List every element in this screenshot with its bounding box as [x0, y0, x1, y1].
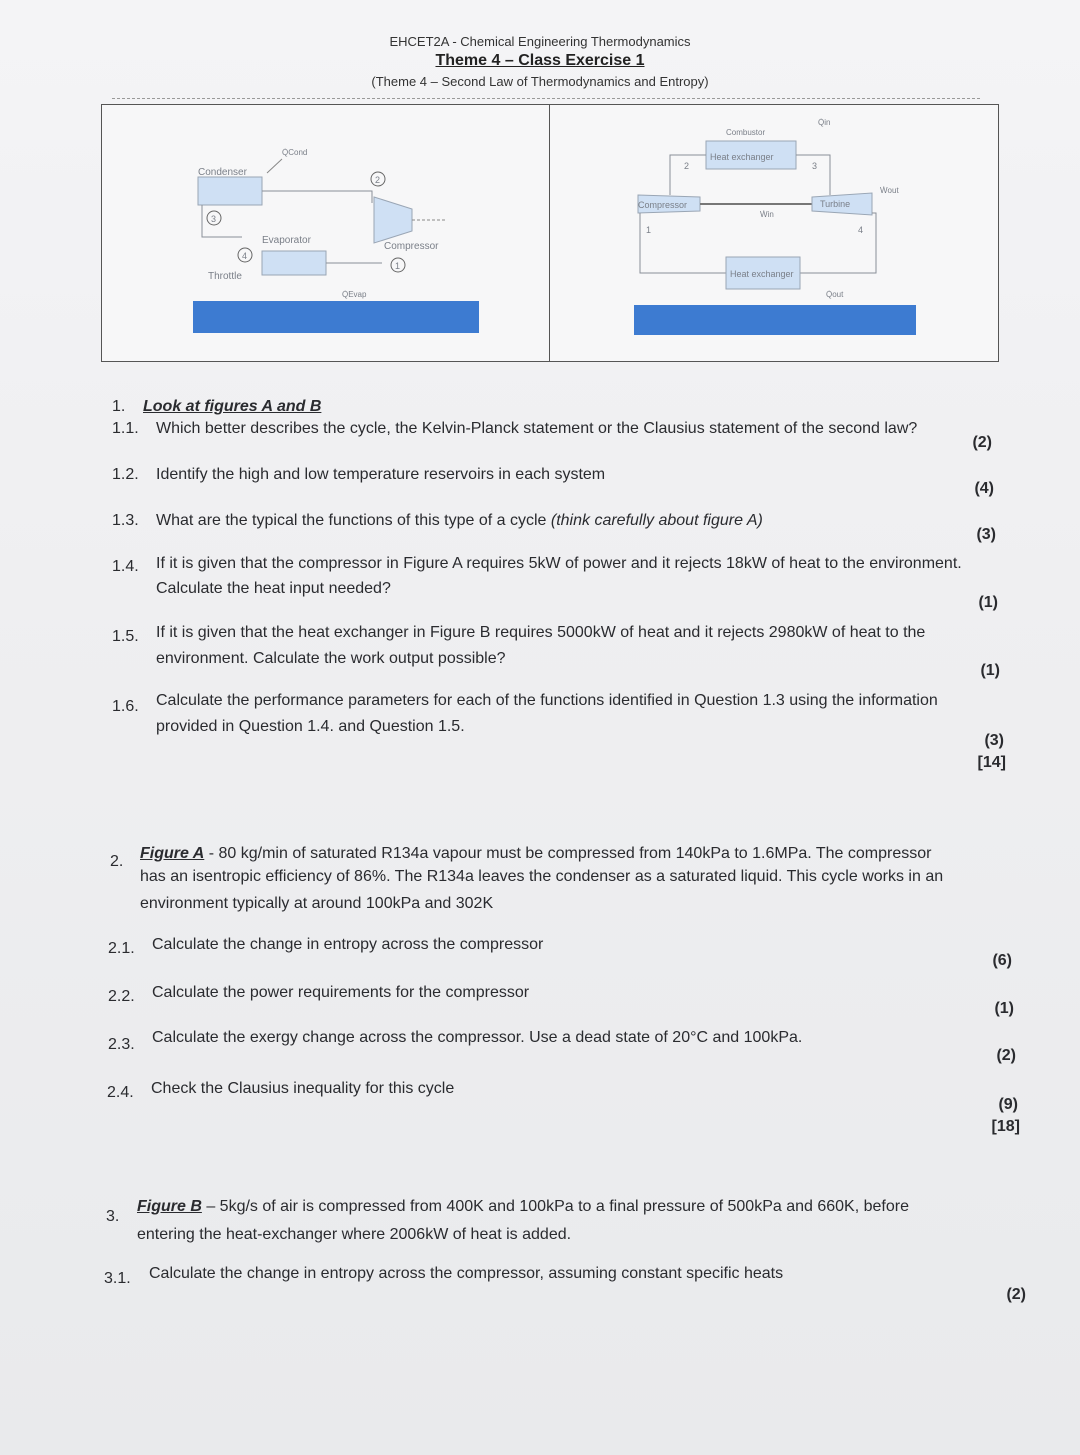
q3-1-number: 3.1.: [104, 1270, 131, 1287]
q2-4-marks: (9): [998, 1096, 1018, 1113]
q2-1-number: 2.1.: [108, 940, 135, 957]
q3-text-line1: – 5kg/s of air is compressed from 400K and 100kPa to a final pressure of 500kPa and 660K, before: [201, 1198, 909, 1215]
q1-6-text2: provided in Question 1.4. and Question 1.5.: [156, 718, 465, 735]
state-4-label: 4: [242, 251, 248, 261]
q1-4-marks: (1): [978, 594, 998, 611]
q1-5-marks: (1): [980, 662, 1000, 679]
w-in-label-b: Ẇin: [760, 210, 774, 219]
line-hx-to-compressor: [640, 213, 726, 273]
q1-3-marks: (3): [976, 526, 996, 543]
q1-1-text: Which better describes the cycle, the Kelvin-Planck statement or the Clausius statement of the second law?: [156, 420, 918, 437]
state-2-label: 2: [375, 175, 381, 185]
q1-4-number: 1.4.: [112, 558, 139, 575]
q1-4-text2: Calculate the heat input needed?: [156, 580, 391, 597]
q-cond-label: Q̇Cond: [282, 148, 308, 157]
state-1-label: 1: [395, 261, 401, 271]
q2-2-number: 2.2.: [108, 988, 135, 1005]
q3-text-line2: entering the heat-exchanger where 2006kW of heat is added.: [137, 1226, 572, 1243]
q1-1-number: 1.1.: [112, 420, 139, 437]
q2-1-text: Calculate the change in entropy across the compressor: [152, 936, 544, 953]
q2-text-line3: environment typically at around 100kPa and 302K: [140, 895, 494, 912]
turbine-label: Turbine: [820, 199, 851, 209]
q2-4-number: 2.4.: [107, 1084, 134, 1101]
q3-1-marks: (2): [1006, 1286, 1026, 1303]
q2-3-number: 2.3.: [108, 1036, 135, 1053]
q2-figure-ref: Figure A: [140, 845, 205, 862]
q1-5-text2: environment. Calculate the work output possible?: [156, 650, 506, 667]
q1-6-marks: (3): [984, 732, 1004, 749]
condenser-box: [198, 177, 262, 205]
q-out-label: Q̇out: [826, 290, 844, 299]
q2-number: 2.: [110, 853, 124, 870]
heat-exchanger-bottom-label: Heat exchanger: [730, 269, 794, 279]
q1-4-text: If it is given that the compressor in Figure A requires 5kW of power and it rejects 18kW of heat to the environment.: [156, 555, 962, 572]
q1-heading: Look at figures A and B: [143, 398, 322, 415]
combustor-label: Combustor: [726, 128, 766, 137]
q1-2-marks: (4): [974, 480, 994, 497]
q2-3-text: Calculate the exergy change across the compressor. Use a dead state of 20°C and 100kPa.: [152, 1029, 803, 1046]
q3-1-text: Calculate the change in entropy across the compressor, assuming constant specific heats: [149, 1265, 784, 1282]
q-evap-label: Q̇Evap: [342, 290, 367, 299]
w-out-label: Ẇout: [880, 186, 899, 195]
compressor-shape: [374, 197, 412, 243]
exercise-title: Theme 4 – Class Exercise 1: [435, 52, 645, 69]
q1-3-hint: (think carefully about figure A): [550, 512, 763, 529]
header-divider: [112, 98, 980, 99]
q3-figure-ref: Figure B: [137, 1198, 202, 1215]
evaporator-box: [262, 251, 326, 275]
q2-2-text: Calculate the power requirements for the compressor: [152, 984, 530, 1001]
compressor-label-b: Compressor: [638, 200, 688, 210]
q2-text-line1: - 80 kg/min of saturated R134a vapour must be compressed from 140kPa to 1.6MPa. The compressor: [204, 845, 932, 862]
q-cond-arrow: [267, 159, 282, 173]
figure-b-banner: [634, 305, 916, 335]
state-4-label-b: 4: [858, 225, 864, 235]
q2-4-text: Check the Clausius inequality for this cycle: [151, 1080, 455, 1097]
figure-a-banner: [193, 301, 479, 333]
state-3-label: 3: [211, 214, 217, 224]
q1-5-number: 1.5.: [112, 628, 139, 645]
q2-2-marks: (1): [994, 1000, 1014, 1017]
q1-2-text: Identify the high and low temperature reservoirs in each system: [156, 466, 606, 483]
q2-1-marks: (6): [992, 952, 1012, 969]
q2-text-line2: has an isentropic efficiency of 86%. The R134a leaves the condenser as a saturated liquid. This cycle works in an: [140, 868, 944, 885]
q1-2-number: 1.2.: [112, 466, 139, 483]
state-3-label-b: 3: [812, 161, 818, 171]
figure-a-refrigeration-cycle: [101, 104, 551, 362]
q2-text: [140, 843, 931, 865]
line-turbine-to-hx: [800, 213, 876, 273]
q3-text: [137, 1196, 909, 1218]
q1-3-main: What are the typical the functions of this type of a cycle: [156, 512, 547, 529]
throttle-label: Throttle: [208, 271, 242, 282]
state-1-label-b: 1: [646, 225, 652, 235]
q-in-label: Q̇in: [818, 118, 831, 127]
line-2-to-condenser: [262, 191, 372, 203]
figure-b-gas-turbine-cycle: [549, 104, 999, 362]
state-2-label-b: 2: [684, 161, 690, 171]
compressor-label: Compressor: [384, 241, 439, 252]
q1-3-number: 1.3.: [112, 512, 139, 529]
q1-3-text: [156, 510, 763, 532]
q3-number: 3.: [106, 1208, 120, 1225]
q2-3-marks: (2): [996, 1047, 1016, 1064]
q1-total: [14]: [977, 754, 1006, 771]
q1-1-marks: (2): [972, 434, 992, 451]
q1-5-text: If it is given that the heat exchanger in Figure B requires 5000kW of heat and it rejects 2980kW of heat to the: [156, 624, 926, 641]
evaporator-label: Evaporator: [262, 235, 311, 246]
q1-number: 1.: [112, 398, 126, 415]
q1-6-text: Calculate the performance parameters for each of the functions identified in Question 1.3 using the information: [156, 692, 938, 709]
q1-6-number: 1.6.: [112, 698, 139, 715]
condenser-label: Condenser: [198, 167, 247, 178]
q2-total: [18]: [991, 1118, 1020, 1135]
heat-exchanger-top-label: Heat exchanger: [710, 152, 774, 162]
course-title: EHCET2A - Chemical Engineering Thermodynamics: [389, 34, 691, 49]
theme-subtitle: (Theme 4 – Second Law of Thermodynamics and Entropy): [371, 74, 709, 89]
